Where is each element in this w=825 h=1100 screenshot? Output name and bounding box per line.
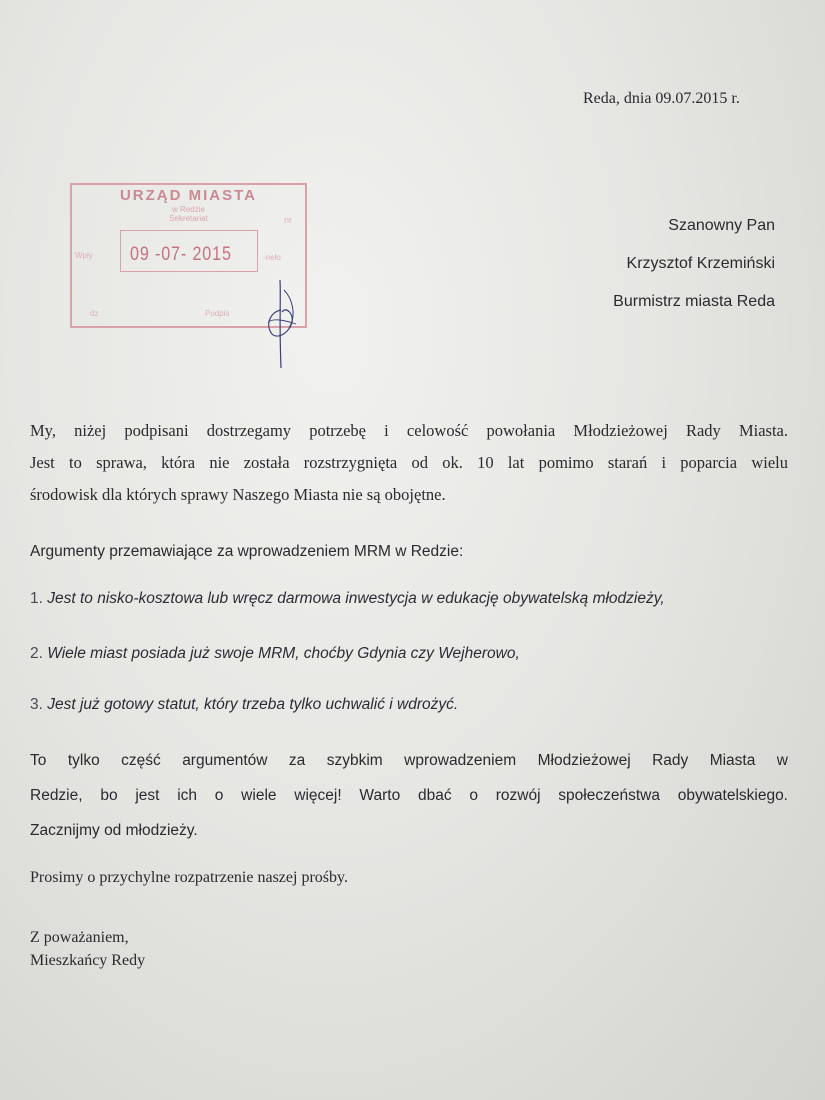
stamp-signature-label: Podpis <box>205 309 230 318</box>
argument-number: 1. <box>30 590 43 607</box>
argument-text: Jest już gotowy statut, który trzeba tylko uchwalić i wdrożyć. <box>47 696 459 713</box>
argument-item <box>30 696 458 714</box>
stamp-received-label: Wpły <box>75 251 93 260</box>
addressee-block <box>613 207 775 321</box>
handwritten-signature <box>262 270 307 370</box>
stamp-subtitle-line2: Sekretariat <box>169 214 208 223</box>
closing-greeting: Z poważaniem, <box>30 929 129 946</box>
argument-text: Jest to nisko-kosztowa lub wręcz darmowa inwestycja w edukację obywatelską młodzieży, <box>47 590 665 607</box>
stamp-subtitle-line1: w Redzie <box>172 205 205 214</box>
argument-item <box>30 590 665 608</box>
summary-line: To tylko część argumentów za szybkim wprowadzeniem Młodzieżowej Rady Miasta w <box>30 752 788 769</box>
intro-line: My, niżej podpisani dostrzegamy potrzebę i celowość powołania Młodzieżowej Rady Miasta. <box>30 421 788 440</box>
summary-line: Redzie, bo jest ich o wiele więcej! Warto dbać o rozwój społeczeństwa obywatelskiego. <box>30 787 788 804</box>
stamp-date: 09 -07- 2015 <box>130 244 232 265</box>
stamp-suffix-label: -neło <box>263 253 281 262</box>
addressee-title: Burmistrz miasta Reda <box>613 293 775 310</box>
summary-paragraph <box>30 743 788 848</box>
argument-text: Wiele miast posiada już swoje MRM, choćby Gdynia czy Wejherowo, <box>47 645 520 662</box>
intro-paragraph <box>30 415 788 511</box>
addressee-name: Krzysztof Krzemiński <box>626 255 775 272</box>
argument-number: 3. <box>30 696 43 713</box>
stamp-mark-icon: nr <box>284 215 293 225</box>
intro-line: Jest to sprawa, która nie została rozstrzygnięta od ok. 10 lat pomimo starań i poparcia wielu <box>30 453 788 472</box>
arguments-intro: Argumenty przemawiające za wprowadzeniem MRM w Redzie: <box>30 543 464 560</box>
intro-line: środowisk dla których sprawy Naszego Miasta nie są obojętne. <box>30 485 446 504</box>
addressee-salutation: Szanowny Pan <box>668 217 775 234</box>
stamp-subtitle <box>72 205 305 223</box>
closing-signatory: Mieszkańcy Redy <box>30 952 146 969</box>
argument-item <box>30 645 520 663</box>
date-line: Reda, dnia 09.07.2015 r. <box>583 90 740 107</box>
signature-block <box>30 926 145 972</box>
stamp-title: URZĄD MIASTA <box>119 187 258 204</box>
argument-number: 2. <box>30 645 43 662</box>
request-line: Prosimy o przychylne rozpatrzenie naszej prośby. <box>30 869 348 886</box>
summary-line: Zacznijmy od młodzieży. <box>30 822 198 839</box>
stamp-dz-label: dz <box>90 309 99 318</box>
